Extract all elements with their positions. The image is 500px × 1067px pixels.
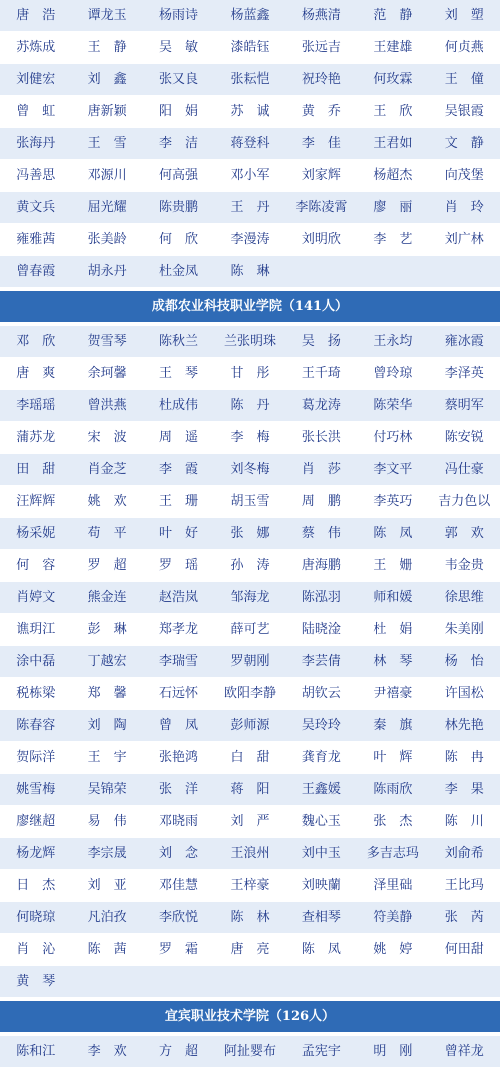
name-row <box>0 870 500 901</box>
name-cell: 邹海龙 <box>230 590 270 605</box>
name-cell: 张美龄 <box>87 232 127 247</box>
name-row <box>0 64 500 95</box>
name-cell: 李漫涛 <box>230 232 270 247</box>
name-cell: 胡玉雪 <box>230 494 270 509</box>
name-cell: 周 鹏 <box>301 494 341 509</box>
name-row <box>0 966 500 997</box>
name-cell: 符美静 <box>373 910 413 925</box>
name-cell: 苏炼成 <box>16 40 56 55</box>
name-cell: 刘 陶 <box>87 718 127 733</box>
name-row <box>0 902 500 933</box>
name-cell: 刘 鑫 <box>87 72 127 87</box>
name-cell: 田 甜 <box>16 462 56 477</box>
name-cell: 何 容 <box>16 558 56 573</box>
name-row <box>0 390 500 421</box>
name-cell: 李芸倩 <box>301 654 341 669</box>
name-cell: 王永均 <box>373 334 413 349</box>
name-cell: 文 静 <box>444 136 484 151</box>
name-cell: 曾 凤 <box>159 718 199 733</box>
name-cell: 陈荣华 <box>373 398 413 413</box>
name-cell: 刘家辉 <box>301 168 341 183</box>
name-cell: 罗朝刚 <box>230 654 270 669</box>
name-cell: 蒋 阳 <box>230 782 270 797</box>
name-cell: 白 甜 <box>230 750 270 765</box>
name-cell: 石远怀 <box>159 686 199 701</box>
name-cell: 肖 莎 <box>301 462 341 477</box>
name-cell: 曾洪燕 <box>87 398 127 413</box>
name-cell: 查相琴 <box>301 910 341 925</box>
name-cell: 张 娜 <box>230 526 270 541</box>
name-cell: 张长洪 <box>301 430 341 445</box>
name-cell: 赵浩岚 <box>159 590 199 605</box>
name-cell: 肖 玲 <box>444 200 484 215</box>
name-cell: 吴 敏 <box>159 40 199 55</box>
name-cell: 范 静 <box>373 8 413 23</box>
name-row <box>0 1036 500 1067</box>
name-cell: 陈安锐 <box>444 430 484 445</box>
name-cell: 向茂堡 <box>444 168 484 183</box>
name-cell: 郑 馨 <box>87 686 127 701</box>
name-cell: 韦金贵 <box>444 558 484 573</box>
name-cell: 王 姗 <box>373 558 413 573</box>
name-cell: 熊金连 <box>87 590 127 605</box>
name-cell: 吴银霞 <box>444 104 484 119</box>
name-cell: 欧阳李静 <box>223 686 276 701</box>
name-cell: 王君如 <box>373 136 413 151</box>
name-cell: 王比玛 <box>444 878 484 893</box>
name-cell: 蒲苏龙 <box>16 430 56 445</box>
name-cell: 刘明欣 <box>301 232 341 247</box>
name-cell: 林先艳 <box>444 718 484 733</box>
name-cell: 黄 琴 <box>16 974 56 989</box>
name-cell: 涂中磊 <box>16 654 56 669</box>
name-cell: 丁越宏 <box>87 654 127 669</box>
name-cell: 张耘恺 <box>230 72 270 87</box>
name-cell: 朱美刚 <box>444 622 484 637</box>
name-cell: 漆皓钰 <box>230 40 270 55</box>
name-row <box>0 678 500 709</box>
college-section-header: 成都农业科技职业学院（141人） <box>0 291 500 322</box>
name-cell: 杜 娟 <box>373 622 413 637</box>
name-cell: 张海丹 <box>16 136 56 151</box>
name-cell: 蔡 伟 <box>301 526 341 541</box>
name-cell: 雍冰霞 <box>444 334 484 349</box>
name-cell: 陈雨欣 <box>373 782 413 797</box>
name-cell <box>143 966 214 997</box>
name-cell: 付巧林 <box>373 430 413 445</box>
name-cell: 孟宪宇 <box>301 1044 341 1059</box>
name-cell: 何玫霖 <box>373 72 413 87</box>
name-cell: 叶 好 <box>159 526 199 541</box>
name-cell: 贺雪琴 <box>87 334 127 349</box>
name-row <box>0 326 500 357</box>
name-cell: 徐思维 <box>444 590 484 605</box>
name-cell: 陈 琳 <box>230 264 270 279</box>
college-section-header: 宜宾职业技术学院（126人） <box>0 1001 500 1032</box>
name-cell: 葛龙涛 <box>301 398 341 413</box>
name-cell: 姚雪梅 <box>16 782 56 797</box>
name-cell: 何田甜 <box>444 942 484 957</box>
name-cell: 邓佳慧 <box>159 878 199 893</box>
name-cell: 薛可艺 <box>230 622 270 637</box>
name-cell: 贺际洋 <box>16 750 56 765</box>
name-cell: 尹禧豪 <box>373 686 413 701</box>
name-cell: 魏心玉 <box>301 814 341 829</box>
name-cell: 李欣悦 <box>159 910 199 925</box>
name-cell: 李 艺 <box>373 232 413 247</box>
name-cell: 陈 冉 <box>444 750 484 765</box>
name-cell: 姚 欢 <box>87 494 127 509</box>
name-cell: 泽里础 <box>373 878 413 893</box>
name-cell: 杨 怡 <box>444 654 484 669</box>
name-cell: 叶 辉 <box>373 750 413 765</box>
name-cell: 谯玥江 <box>16 622 56 637</box>
name-cell: 刘映蘭 <box>301 878 341 893</box>
name-cell: 蒋登科 <box>230 136 270 151</box>
name-cell: 李 霞 <box>159 462 199 477</box>
name-cell: 李 洁 <box>159 136 199 151</box>
name-cell: 张 芮 <box>444 910 484 925</box>
name-cell: 王建雄 <box>373 40 413 55</box>
name-cell: 胡钦云 <box>301 686 341 701</box>
name-cell: 张又良 <box>159 72 199 87</box>
name-cell: 祝玲艳 <box>301 72 341 87</box>
name-cell: 王 静 <box>87 40 127 55</box>
name-cell: 许国松 <box>444 686 484 701</box>
name-cell: 凡泊孜 <box>87 910 127 925</box>
name-row <box>0 32 500 63</box>
name-cell: 杨超杰 <box>373 168 413 183</box>
name-cell: 宋 波 <box>87 430 127 445</box>
name-row <box>0 582 500 613</box>
name-cell: 李 佳 <box>301 136 341 151</box>
name-cell: 王鑫媛 <box>301 782 341 797</box>
name-row <box>0 550 500 581</box>
name-cell: 秦 旗 <box>373 718 413 733</box>
name-cell: 刘健宏 <box>16 72 56 87</box>
name-cell: 罗 超 <box>87 558 127 573</box>
name-cell: 李文平 <box>373 462 413 477</box>
name-cell: 杨蓝鑫 <box>230 8 270 23</box>
name-cell <box>214 966 285 997</box>
name-cell: 何 欣 <box>159 232 199 247</box>
name-cell: 王浪州 <box>230 846 270 861</box>
name-cell: 王 珊 <box>159 494 199 509</box>
name-cell: 张艳鸿 <box>159 750 199 765</box>
name-cell: 税栋梁 <box>16 686 56 701</box>
name-cell: 李宗晟 <box>87 846 127 861</box>
name-row <box>0 774 500 805</box>
name-cell: 彭师源 <box>230 718 270 733</box>
name-cell: 杨雨诗 <box>159 8 199 23</box>
name-cell: 屈光耀 <box>87 200 127 215</box>
name-cell: 何晓琼 <box>16 910 56 925</box>
name-cell: 唐新颖 <box>87 104 127 119</box>
name-cell: 多吉志玛 <box>366 846 419 861</box>
name-cell: 彭 琳 <box>87 622 127 637</box>
name-cell: 陈 丹 <box>230 398 270 413</box>
name-cell: 肖婷文 <box>16 590 56 605</box>
name-cell: 蔡明军 <box>444 398 484 413</box>
name-cell: 肖金芝 <box>87 462 127 477</box>
name-cell: 李瑶瑶 <box>16 398 56 413</box>
name-cell: 邓源川 <box>87 168 127 183</box>
name-cell: 李陈凌霄 <box>295 200 348 215</box>
name-cell <box>286 256 357 287</box>
name-cell: 吉力色以 <box>438 494 491 509</box>
name-cell: 陈 凤 <box>373 526 413 541</box>
name-cell: 阳 娟 <box>159 104 199 119</box>
name-cell: 师和媛 <box>373 590 413 605</box>
name-cell: 陈 凤 <box>301 942 341 957</box>
name-cell: 陈 林 <box>230 910 270 925</box>
name-cell: 陈和江 <box>16 1044 56 1059</box>
name-cell: 王 僮 <box>444 72 484 87</box>
name-cell: 吴玲玲 <box>301 718 341 733</box>
name-cell: 冯善思 <box>16 168 56 183</box>
name-cell: 罗 霜 <box>159 942 199 957</box>
name-cell: 陈 川 <box>444 814 484 829</box>
name-cell: 刘 亚 <box>87 878 127 893</box>
name-cell: 余珂馨 <box>87 366 127 381</box>
name-row <box>0 256 500 287</box>
name-row <box>0 128 500 159</box>
name-cell: 冯仕豪 <box>444 462 484 477</box>
name-cell: 陈秋兰 <box>159 334 199 349</box>
name-cell: 黄文兵 <box>16 200 56 215</box>
name-cell: 黄 乔 <box>301 104 341 119</box>
name-cell: 郭 欢 <box>444 526 484 541</box>
name-cell <box>429 966 500 997</box>
name-cell: 何贞燕 <box>444 40 484 55</box>
name-cell: 胡永丹 <box>87 264 127 279</box>
name-cell: 王 雪 <box>87 136 127 151</box>
name-row <box>0 358 500 389</box>
name-cell: 孙 涛 <box>230 558 270 573</box>
name-cell: 唐 爽 <box>16 366 56 381</box>
name-cell: 谭龙玉 <box>87 8 127 23</box>
name-cell: 曾玲琼 <box>373 366 413 381</box>
name-cell: 刘 念 <box>159 846 199 861</box>
name-cell: 陈泓羽 <box>301 590 341 605</box>
name-cell: 吴锦荣 <box>87 782 127 797</box>
name-cell: 罗 瑶 <box>159 558 199 573</box>
name-cell: 唐 亮 <box>230 942 270 957</box>
name-cell: 雍雅茜 <box>16 232 56 247</box>
name-cell: 周 遥 <box>159 430 199 445</box>
name-cell: 邓 欣 <box>16 334 56 349</box>
name-cell: 刘 严 <box>230 814 270 829</box>
name-cell: 廖 丽 <box>373 200 413 215</box>
name-cell: 曾春霞 <box>16 264 56 279</box>
name-row <box>0 0 500 31</box>
name-cell <box>357 256 428 287</box>
name-cell: 张 洋 <box>159 782 199 797</box>
name-row <box>0 160 500 191</box>
name-cell: 姚 婷 <box>373 942 413 957</box>
name-cell <box>429 256 500 287</box>
name-cell: 方 超 <box>159 1044 199 1059</box>
name-cell: 杜金凤 <box>159 264 199 279</box>
name-cell: 刘中玉 <box>301 846 341 861</box>
name-row <box>0 838 500 869</box>
name-row <box>0 934 500 965</box>
name-cell: 杨燕清 <box>301 8 341 23</box>
name-cell: 何高强 <box>159 168 199 183</box>
name-cell: 李 欢 <box>87 1044 127 1059</box>
name-row <box>0 710 500 741</box>
name-cell: 李瑞雪 <box>159 654 199 669</box>
name-cell: 刘 塑 <box>444 8 484 23</box>
name-row <box>0 192 500 223</box>
name-row <box>0 96 500 127</box>
name-row <box>0 646 500 677</box>
name-row <box>0 454 500 485</box>
name-cell: 张远吉 <box>301 40 341 55</box>
name-cell: 曾 虹 <box>16 104 56 119</box>
name-cell: 邓晓雨 <box>159 814 199 829</box>
name-cell: 陈春容 <box>16 718 56 733</box>
name-cell: 李 梅 <box>230 430 270 445</box>
name-cell: 甘 彤 <box>230 366 270 381</box>
name-cell <box>286 966 357 997</box>
name-cell: 吴 扬 <box>301 334 341 349</box>
name-cell: 阿扯婴布 <box>223 1044 276 1059</box>
name-cell: 曾祥龙 <box>444 1044 484 1059</box>
name-cell <box>71 966 142 997</box>
name-row <box>0 486 500 517</box>
name-cell: 王千琦 <box>301 366 341 381</box>
name-cell: 唐 浩 <box>16 8 56 23</box>
name-cell: 林 琴 <box>373 654 413 669</box>
name-cell: 日 杰 <box>16 878 56 893</box>
name-row <box>0 518 500 549</box>
name-cell: 王梓豪 <box>230 878 270 893</box>
name-row <box>0 614 500 645</box>
name-cell: 邓小军 <box>230 168 270 183</box>
name-cell: 龚育龙 <box>301 750 341 765</box>
name-cell: 陈贵鹏 <box>159 200 199 215</box>
name-row <box>0 224 500 255</box>
name-row <box>0 422 500 453</box>
name-cell: 陈 茜 <box>87 942 127 957</box>
name-cell: 苟 平 <box>87 526 127 541</box>
name-cell: 李泽英 <box>444 366 484 381</box>
name-cell: 刘俞希 <box>444 846 484 861</box>
name-cell: 刘冬梅 <box>230 462 270 477</box>
name-cell: 李英巧 <box>373 494 413 509</box>
name-cell: 郑孝龙 <box>159 622 199 637</box>
name-cell: 苏 诚 <box>230 104 270 119</box>
name-cell: 陆晓淦 <box>301 622 341 637</box>
name-cell: 王 丹 <box>230 200 270 215</box>
name-cell: 汪辉辉 <box>16 494 56 509</box>
name-cell: 廖继超 <box>16 814 56 829</box>
name-cell: 王 宇 <box>87 750 127 765</box>
name-cell: 李 果 <box>444 782 484 797</box>
name-cell: 杨采妮 <box>16 526 56 541</box>
name-row <box>0 806 500 837</box>
name-cell: 刘广林 <box>444 232 484 247</box>
name-cell: 明 刚 <box>373 1044 413 1059</box>
name-cell: 兰张明珠 <box>223 334 276 349</box>
name-cell: 杜成伟 <box>159 398 199 413</box>
name-cell: 王 欣 <box>373 104 413 119</box>
name-cell <box>357 966 428 997</box>
name-cell: 王 琴 <box>159 366 199 381</box>
name-cell: 唐海鹏 <box>301 558 341 573</box>
name-cell: 张 杰 <box>373 814 413 829</box>
name-cell: 肖 沁 <box>16 942 56 957</box>
name-cell: 易 伟 <box>87 814 127 829</box>
name-cell: 杨龙辉 <box>16 846 56 861</box>
name-row <box>0 742 500 773</box>
